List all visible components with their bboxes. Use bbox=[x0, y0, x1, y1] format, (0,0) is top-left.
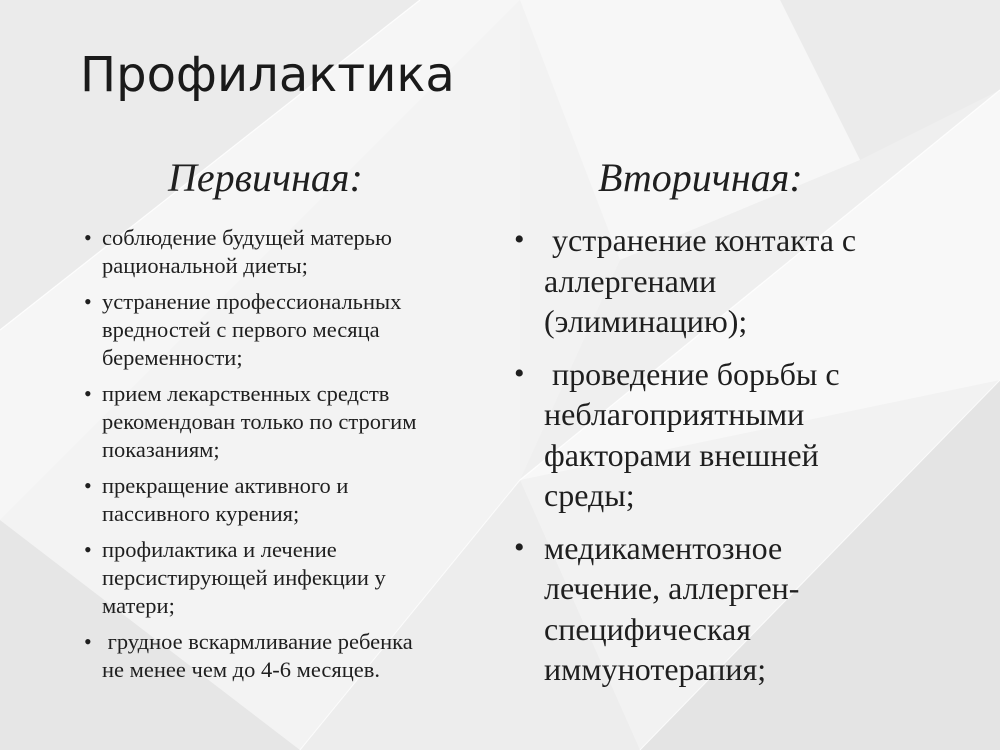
primary-prevention-item bbox=[84, 224, 484, 280]
bullet-icon: • bbox=[514, 530, 525, 564]
primary-prevention-item-line: грудное вскармливание ребенка bbox=[102, 629, 413, 654]
primary-prevention-item-line: устранение профессиональных bbox=[102, 289, 402, 314]
primary-prevention-item bbox=[84, 380, 484, 464]
secondary-prevention-item bbox=[514, 220, 974, 342]
primary-prevention-item-line: профилактика и лечение bbox=[102, 537, 337, 562]
slide-title: Профилактика bbox=[80, 47, 455, 103]
bullet-icon: • bbox=[84, 473, 92, 498]
secondary-prevention-item-line: устранение контакта с bbox=[544, 222, 857, 258]
primary-prevention-item-line: прием лекарственных средств bbox=[102, 381, 390, 406]
primary-prevention-item-line: персистирующей инфекции у bbox=[102, 565, 386, 590]
primary-prevention-item bbox=[84, 628, 484, 684]
bullet-icon: • bbox=[84, 289, 92, 314]
primary-prevention-item-line: вредностей с первого месяца bbox=[102, 317, 380, 342]
secondary-prevention-item-line: лечение, аллерген- bbox=[544, 570, 800, 606]
secondary-prevention-list bbox=[514, 220, 974, 702]
secondary-prevention-item-line: факторами внешней bbox=[544, 436, 819, 473]
primary-prevention-item-line: рекомендован только по строгим bbox=[102, 409, 417, 434]
primary-prevention-item-line: прекращение активного и bbox=[102, 473, 349, 498]
primary-prevention-item-line: матери; bbox=[102, 593, 175, 618]
bullet-icon: • bbox=[84, 225, 92, 250]
secondary-prevention-item bbox=[514, 354, 974, 516]
secondary-prevention-heading: Вторичная: bbox=[598, 155, 803, 200]
secondary-prevention-item-line: неблагоприятными bbox=[544, 396, 805, 432]
primary-prevention-list bbox=[84, 224, 484, 692]
bullet-icon: • bbox=[84, 629, 92, 654]
secondary-prevention-item-line: среды; bbox=[544, 477, 635, 513]
primary-prevention-item-line: рациональной диеты; bbox=[102, 253, 308, 278]
primary-prevention-item-line: пассивного курения; bbox=[102, 501, 300, 526]
secondary-prevention-item-line: специфическая bbox=[544, 610, 751, 647]
primary-prevention-item-line: соблюдение будущей матерью bbox=[102, 225, 392, 250]
primary-prevention-item-line: показаниям; bbox=[102, 437, 220, 462]
secondary-prevention-item-line: проведение борьбы с bbox=[544, 355, 840, 392]
bullet-icon: • bbox=[84, 381, 92, 406]
primary-prevention-heading: Первичная: bbox=[168, 155, 363, 200]
secondary-prevention-item-line: иммунотерапия; bbox=[544, 651, 767, 687]
secondary-prevention-item-line: аллергенами bbox=[544, 262, 717, 299]
primary-prevention-item bbox=[84, 288, 484, 372]
primary-prevention-item bbox=[84, 536, 484, 620]
secondary-prevention-item-line: (элиминацию); bbox=[544, 303, 748, 339]
secondary-prevention-item bbox=[514, 528, 974, 690]
secondary-prevention-item-line: медикаментозное bbox=[544, 529, 783, 566]
bullet-icon: • bbox=[514, 356, 525, 390]
primary-prevention-item-line: не менее чем до 4-6 месяцев. bbox=[102, 657, 381, 682]
bullet-icon: • bbox=[84, 537, 92, 562]
bullet-icon: • bbox=[514, 223, 525, 256]
primary-prevention-item bbox=[84, 472, 484, 528]
primary-prevention-item-line: беременности; bbox=[102, 345, 243, 370]
